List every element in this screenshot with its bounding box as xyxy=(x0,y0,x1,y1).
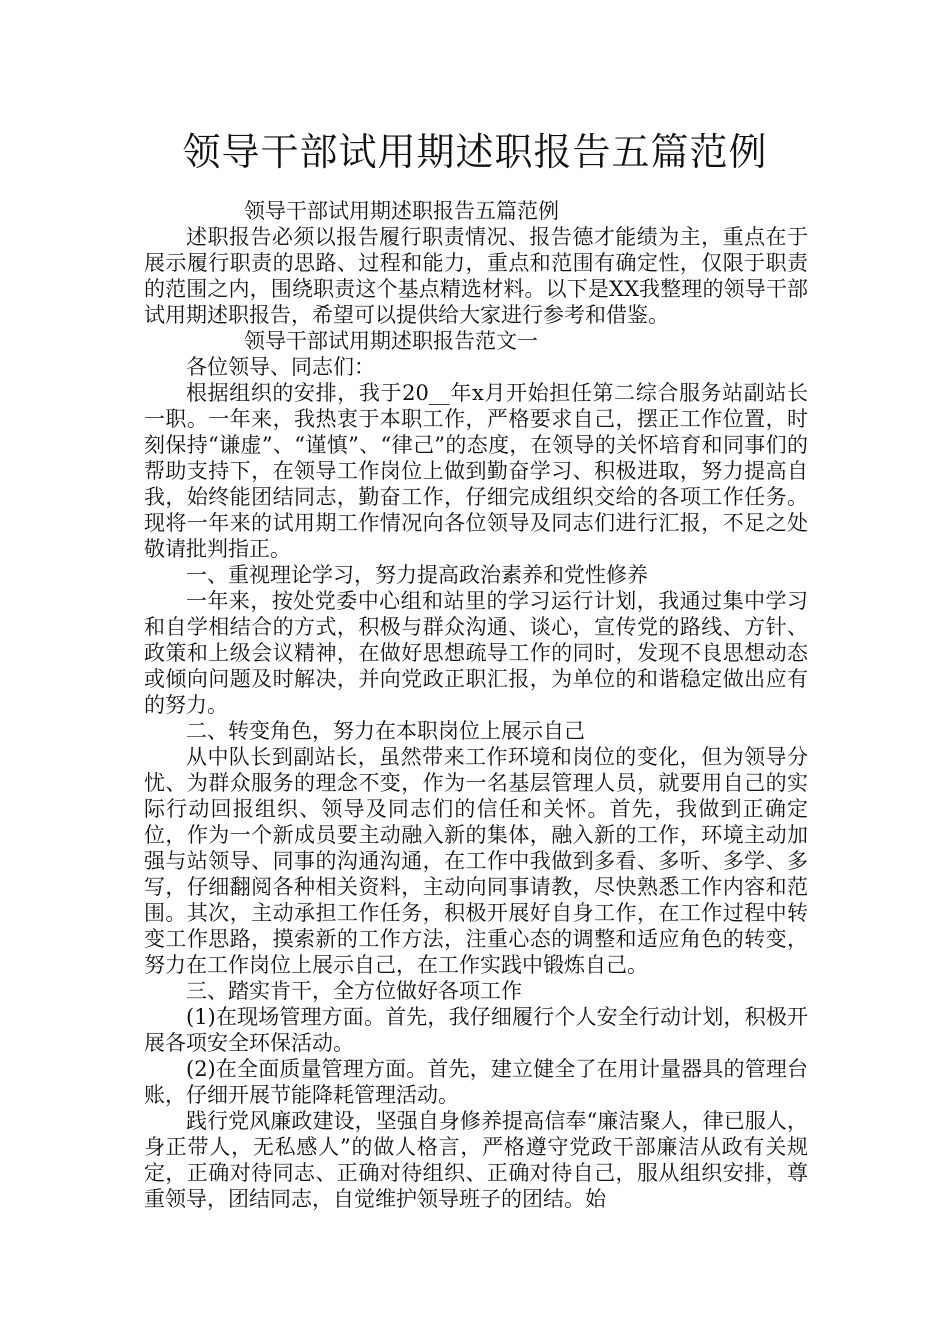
paragraph-5: (2)在全面质量管理方面。首先，建立健全了在用计量器具的管理台账，仔细开展节能降耗管理活动。 xyxy=(144,1057,808,1107)
paragraph-3: 从中队长到副站长，虽然带来工作环境和岗位的变化，但为领导分忧、为群众服务的理念不变，作为一名基层管理人员，就要用自己的实际行动回报组织、领导及同志们的信任和关怀。首先，我做到正确定位，作为一个新成员要主动融入新的集体，融入新的工作，环境主动加强与站领导、同事的沟通沟通，在工作中我做到多看、多听、多学、多写，仔细翻阅各种相关资料，主动向同事请教，尽快熟悉工作内容和范围。其次，主动承担工作任务，积极开展好自身工作，在工作过程中转变工作思路，摸索新的工作方法，注重心态的调整和适应角色的转变，努力在工作岗位上展示自己，在工作实践中锻炼自己。 xyxy=(144,745,808,977)
greeting: 各位领导、同志们： xyxy=(186,355,375,379)
document-subtitle: 领导干部试用期述职报告五篇范例 xyxy=(244,199,559,223)
heading-2: 二、转变角色，努力在本职岗位上展示自己 xyxy=(186,719,585,743)
intro-paragraph: 述职报告必须以报告履行职责情况、报告德才能绩为主，重点在于展示履行职责的思路、过程和能力，重点和范围有确定性，仅限于职责的范围之内，围绕职责这个基点精选材料。以下是XX我整理的领导干部试用期述职报告，希望可以提供给大家进行参考和借鉴。 xyxy=(144,225,808,327)
paragraph-1: 根据组织的安排，我于20__年x月开始担任第二综合服务站副站长一职。一年来，我热衷于本职工作，严格要求自己，摆正工作位置，时刻保持“谦虚”、“谨慎”、“律己”的态度，在领导的关怀培育和同事们的帮助支持下，在领导工作岗位上做到勤奋学习、积极进取，努力提高自我，始终能团结同志，勤奋工作，仔细完成组织交给的各项工作任务。现将一年来的试用期工作情况向各位领导及同志们进行汇报，不足之处敬请批判指正。 xyxy=(144,381,808,561)
document-title: 领导干部试用期述职报告五篇范例 xyxy=(182,130,768,174)
document-body xyxy=(144,198,808,1212)
paragraph-6: 践行党风廉政建设，坚强自身修养提高信奉“廉洁聚人，律已服人，身正带人，无私感人”的做人格言，严格遵守党政干部廉洁从政有关规定，正确对待同志、正确对待组织、正确对待自己，服从组织安排，尊重领导，团结同志，自觉维护领导班子的团结。始 xyxy=(144,1109,808,1211)
paragraph-2: 一年来，按处党委中心组和站里的学习运行计划，我通过集中学习和自学相结合的方式，积极与群众沟通、谈心，宣传党的路线、方针、政策和上级会议精神，在做好思想疏导工作的同时，发现不良思想动态或倾向问题及时解决，并向党政正职汇报，为单位的和谐稳定做出应有的努力。 xyxy=(144,589,808,717)
paragraph-4: (1)在现场管理方面。首先，我仔细履行个人安全行动计划，积极开展各项安全环保活动。 xyxy=(144,1005,808,1055)
section-title: 领导干部试用期述职报告范文一 xyxy=(244,329,538,353)
heading-3: 三、踏实肯干，全方位做好各项工作 xyxy=(186,979,522,1003)
heading-1: 一、重视理论学习，努力提高政治素养和党性修养 xyxy=(186,563,648,587)
